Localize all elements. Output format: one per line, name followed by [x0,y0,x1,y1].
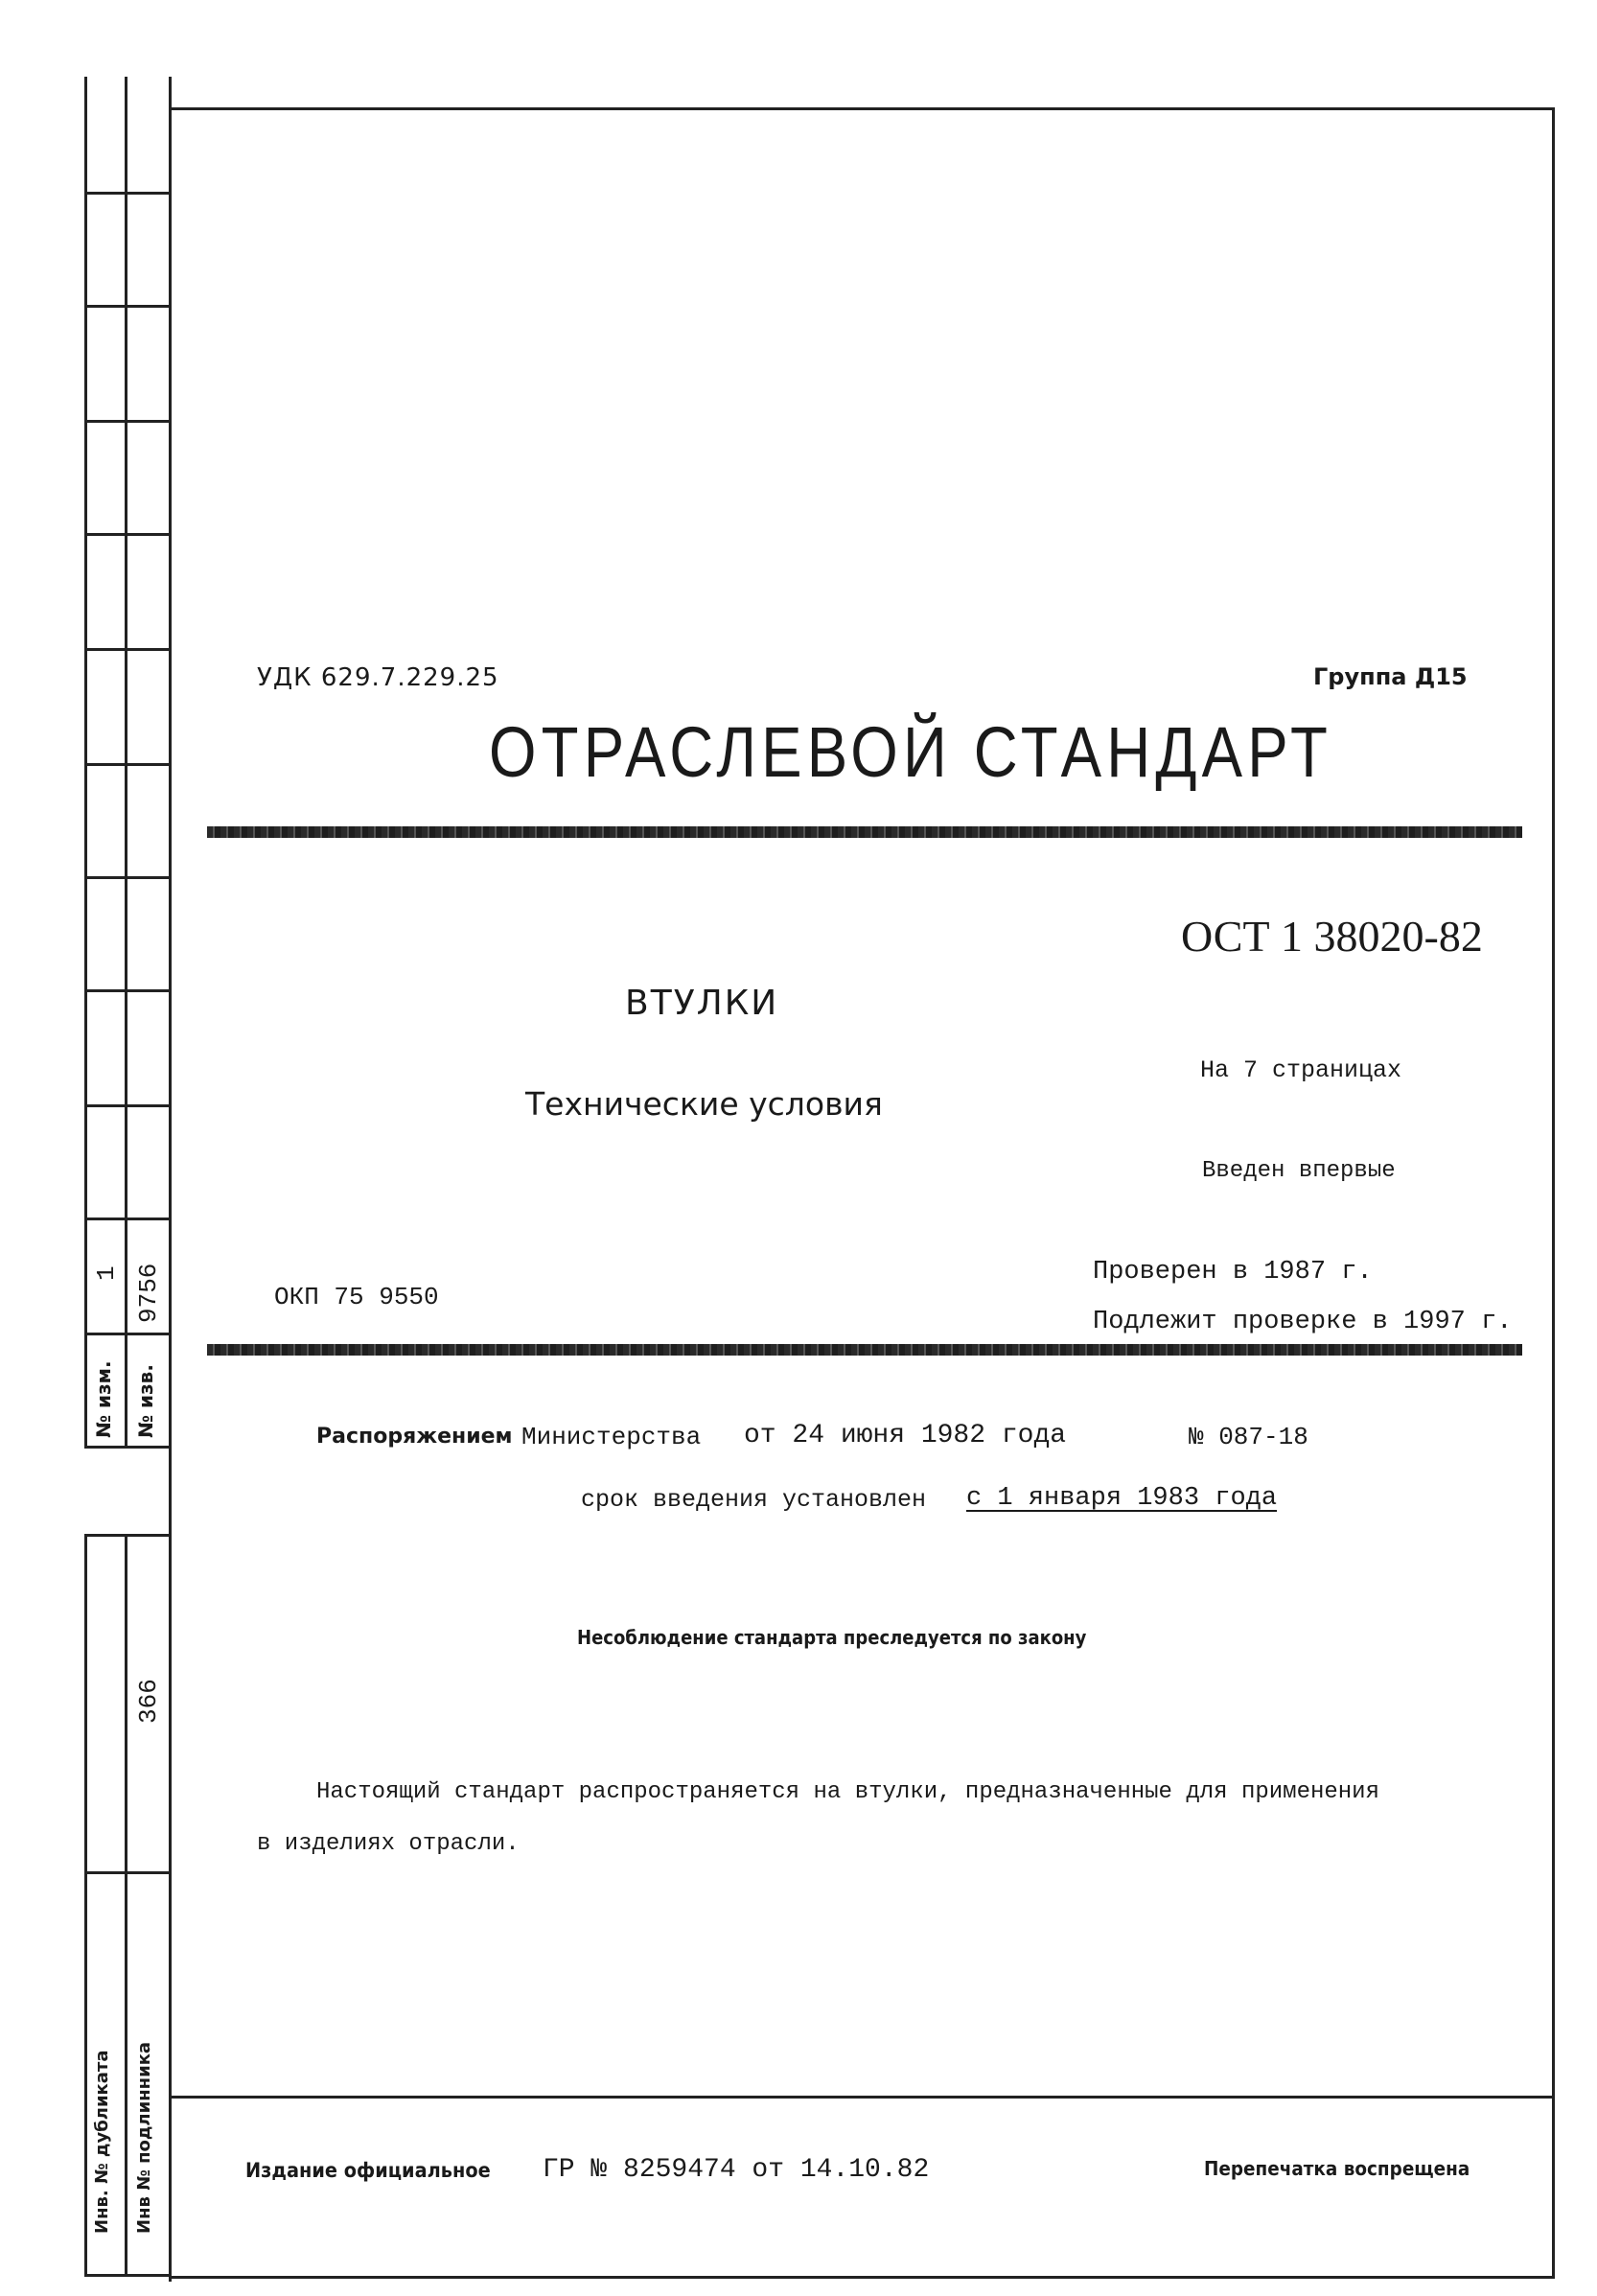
strip-divider [84,2274,171,2277]
page-count: На 7 страницах [1200,1056,1402,1084]
strip-divider [84,648,171,651]
order-ministry: Министерства [521,1423,702,1451]
strip-divider [84,763,171,766]
duplicate-inventory-label: Инв. № дубликата [92,2050,112,2234]
original-inventory-value: 366 [134,1679,163,1724]
strip-middle-line [125,77,127,1448]
okp-code: ОКП 75 9550 [274,1283,439,1311]
strip-lower-outer-line [84,1534,87,2277]
change-no-label: № изм. [92,1360,115,1438]
strip-divider [84,533,171,536]
scope-line-1: Настоящий стандарт распространяется на втулки, предназначенные для применения [316,1779,1379,1805]
strip-divider [84,989,171,992]
standard-subtitle: Технические условия [525,1085,883,1123]
standard-code: ОСТ 1 38020-82 [1181,912,1483,961]
top-divider [207,826,1522,838]
strip-lower-middle-line [125,1534,127,2277]
page-title: ОТРАСЛЕВОЙ СТАНДАРТ [489,712,1332,792]
strip-outer-line [84,77,87,1448]
order-number: № 087-18 [1189,1423,1308,1451]
legal-notice: Несоблюдение стандарта преследуется по закону [577,1626,1087,1649]
strip-divider [84,1218,171,1220]
strip-divider [84,1534,171,1537]
notice-no-value: 9756 [134,1263,163,1323]
reprint-notice: Перепечатка воспрещена [1204,2157,1470,2180]
strip-divider [84,420,171,423]
order-by: Распоряжением [316,1425,513,1449]
scope-line-2: в изделиях отрасли. [257,1831,520,1857]
strip-divider [84,1871,171,1874]
strip-divider [84,1333,171,1335]
checked-year: Проверен в 1987 г. [1093,1258,1373,1287]
notice-no-label: № изв. [134,1364,157,1438]
middle-divider [207,1344,1522,1356]
strip-divider [84,1446,171,1449]
standard-name: ВТУЛКИ [625,984,779,1023]
strip-divider [84,192,171,195]
next-check-year: Подлежит проверке в 1997 г. [1093,1308,1513,1336]
term-value: с 1 января 1983 года [966,1484,1278,1513]
strip-divider [84,1104,171,1107]
official-edition: Издание официальное [245,2159,491,2182]
order-date: от 24 июня 1982 года [744,1421,1067,1450]
introduced-first: Введен впервые [1202,1158,1396,1184]
change-no-value: 1 [92,1265,121,1281]
udk-code: УДК 629.7.229.25 [257,663,499,692]
term-label: срок введения установлен [581,1486,927,1514]
document-frame [169,107,1555,2279]
footer-divider [169,2096,1555,2099]
registration-number: ГР № 8259474 от 14.10.82 [543,2155,930,2185]
group-code: Группа Д15 [1313,663,1468,690]
strip-divider [84,876,171,879]
original-inventory-label: Инв № подлинника [134,2041,154,2234]
strip-divider [84,305,171,308]
